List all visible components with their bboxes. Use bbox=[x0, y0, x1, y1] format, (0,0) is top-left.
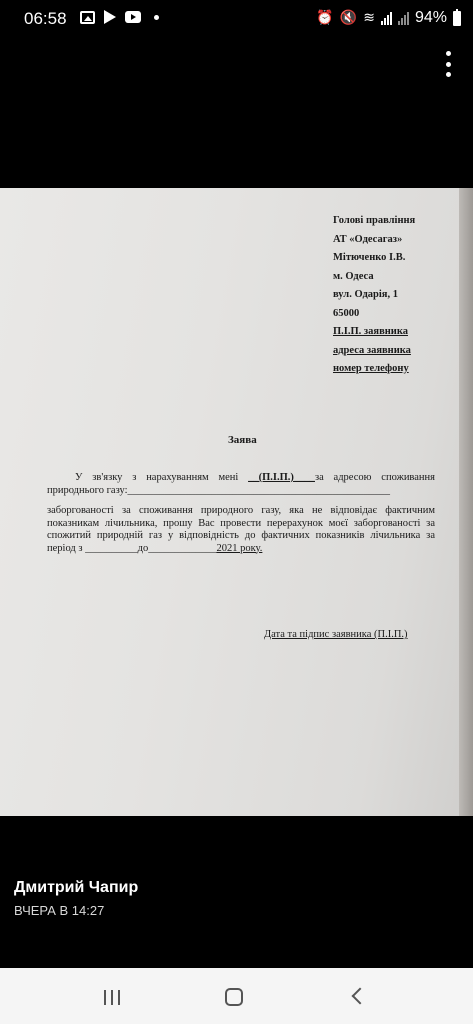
battery-percent: 94% bbox=[414, 9, 447, 26]
battery-icon bbox=[453, 11, 461, 26]
p1-name-field: __(П.І.П.)____ bbox=[248, 472, 315, 483]
navigation-bar bbox=[0, 968, 473, 1024]
document-title: Заява bbox=[228, 434, 257, 446]
status-bar bbox=[0, 0, 473, 36]
signal-icon bbox=[381, 11, 392, 25]
applicant-line: адреса заявника bbox=[333, 344, 411, 356]
applicant-line: номер телефону bbox=[333, 363, 409, 374]
addressee-line: вул. Одарія, 1 bbox=[333, 289, 398, 300]
back-button[interactable] bbox=[338, 984, 378, 1010]
p1-blank: __________________________________________________ bbox=[127, 484, 391, 496]
p1-text: за адресою споживання природнього газу: bbox=[47, 472, 435, 496]
p2-text: до bbox=[137, 542, 149, 554]
mute-icon: 🔇 bbox=[339, 10, 358, 26]
addressee-line: м. Одеса bbox=[333, 270, 374, 282]
applicant-line: П.І.П. заявника bbox=[333, 326, 408, 337]
play-icon bbox=[104, 10, 116, 24]
wifi-icon: ≋ bbox=[363, 10, 375, 26]
signature-line: Дата та підпис заявника (П.І.П.) bbox=[264, 629, 408, 640]
signal-icon bbox=[398, 11, 409, 25]
paragraph-2 bbox=[47, 505, 435, 555]
youtube-icon bbox=[125, 11, 141, 23]
addressee-block bbox=[333, 212, 415, 379]
date-from-blank: __________ bbox=[85, 542, 138, 554]
recent-apps-button[interactable] bbox=[92, 984, 132, 1010]
p1-text: У зв'язку з нарахуванням мені bbox=[75, 472, 249, 483]
image-icon bbox=[80, 11, 95, 24]
document-body bbox=[47, 472, 435, 555]
system-icons bbox=[316, 9, 461, 27]
alarm-icon: ⏰ bbox=[316, 10, 334, 26]
p2-text: заборгованості за споживання природного газу, яка не відповідає фактичним показникам лічильника, прошу Вас провести перерахунок моєї заборгованості за спожитий природній газ у відповідність до фактичних показників лічильника за період з bbox=[47, 505, 435, 554]
dot-icon bbox=[154, 15, 159, 20]
sender-name: Дмитрий Чапир bbox=[14, 879, 139, 896]
addressee-line: Мітюченко І.В. bbox=[333, 252, 406, 263]
addressee-line: 65000 bbox=[333, 307, 360, 319]
paragraph-1 bbox=[47, 472, 435, 497]
photo-viewer-image[interactable] bbox=[0, 188, 473, 816]
notification-icons bbox=[80, 10, 159, 24]
sent-date: ВЧЕРА В 14:27 bbox=[14, 903, 105, 918]
addressee-line: Голові правління bbox=[333, 215, 416, 226]
addressee-line: АТ «Одесагаз» bbox=[333, 233, 403, 245]
home-button[interactable] bbox=[214, 984, 254, 1010]
status-time: 06:58 bbox=[24, 9, 67, 28]
year-text: 2021 року. bbox=[216, 542, 263, 554]
date-to-blank: _____________ bbox=[148, 542, 217, 554]
more-options-icon[interactable] bbox=[445, 51, 451, 77]
paper-edge bbox=[459, 188, 473, 816]
